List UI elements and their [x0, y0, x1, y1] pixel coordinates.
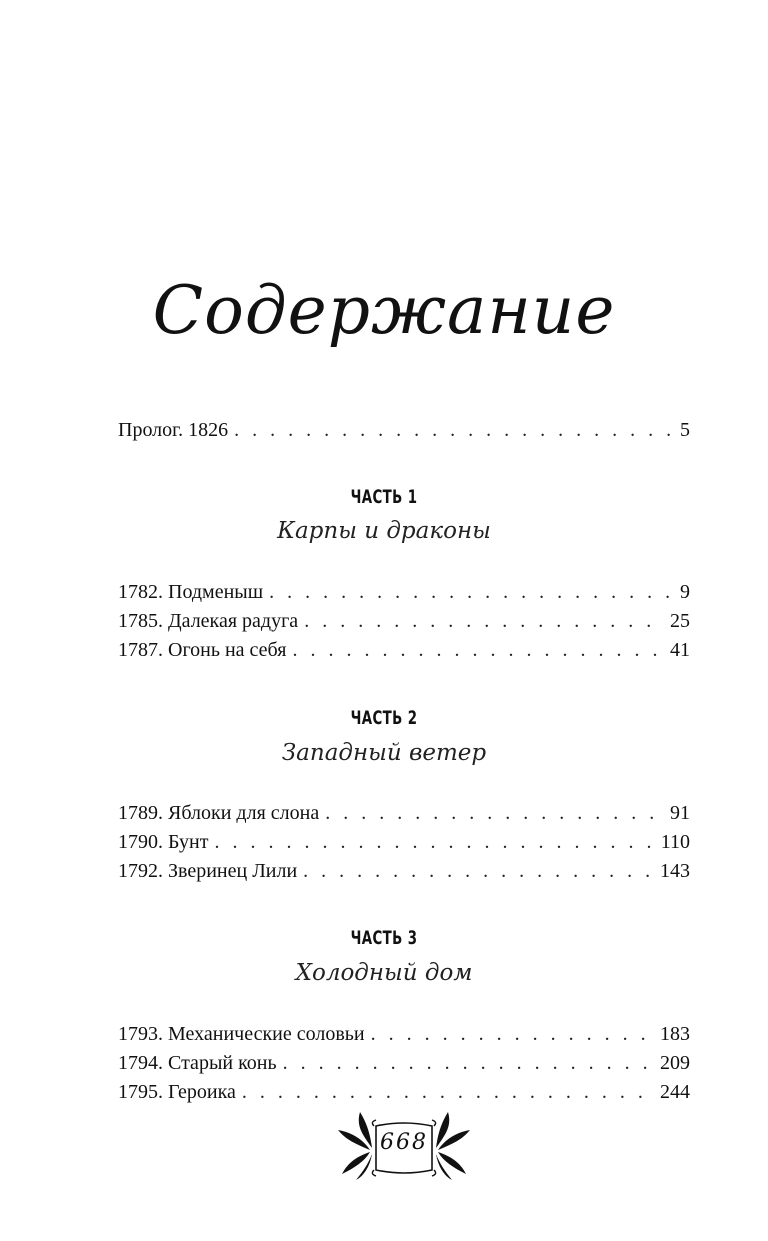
- part-1-heading: ЧАСТЬ 1: [350, 486, 418, 508]
- part-3-subtitle: Холодный дом: [295, 960, 473, 986]
- toc-entry: [118, 859, 690, 883]
- toc-entry: [118, 1080, 690, 1104]
- toc-entry-page: 25: [670, 610, 690, 632]
- dot-leader: [325, 801, 664, 825]
- dot-leader: [234, 418, 674, 442]
- toc-entry-prologue: [118, 418, 690, 442]
- toc-entry-label: 1782. Подменыш: [118, 581, 264, 603]
- toc-entry-label: 1785. Далекая радуга: [118, 610, 299, 632]
- page-number: 668: [380, 1130, 428, 1155]
- toc-entry-page: 41: [670, 639, 690, 661]
- toc-entry-label: 1790. Бунт: [118, 831, 209, 853]
- toc-entry: [118, 1022, 690, 1046]
- part-2-heading: ЧАСТЬ 2: [350, 707, 418, 729]
- toc-entry-label: 1789. Яблоки для слона: [118, 802, 320, 824]
- page-number-ornament: [334, 1104, 474, 1184]
- toc-entry-page: 244: [660, 1081, 690, 1103]
- part-1-subtitle: Карпы и драконы: [277, 518, 491, 544]
- dot-leader: [269, 580, 674, 604]
- toc-entry: [118, 830, 690, 854]
- dot-leader: [242, 1080, 654, 1104]
- dot-leader: [371, 1022, 654, 1046]
- dot-leader: [304, 609, 664, 633]
- toc-entry-label: 1794. Старый конь: [118, 1052, 277, 1074]
- toc-entry-label: 1793. Механические соловьи: [118, 1023, 365, 1045]
- dot-leader: [303, 859, 654, 883]
- toc-entry-page: 143: [660, 860, 690, 882]
- dot-leader: [214, 830, 654, 854]
- part-3-heading: ЧАСТЬ 3: [350, 927, 418, 949]
- toc-entry-page: 91: [670, 802, 690, 824]
- toc-entry-page: 209: [660, 1052, 690, 1074]
- toc-entry-page: 110: [660, 831, 690, 853]
- page-title: Содержание: [152, 272, 616, 349]
- toc-entry: [118, 801, 690, 825]
- toc-entry: [118, 580, 690, 604]
- toc-entry: [118, 1051, 690, 1075]
- toc-entry-label: 1792. Зверинец Лили: [118, 860, 298, 882]
- toc-entry: [118, 609, 690, 633]
- toc-entry-page: 9: [680, 581, 690, 603]
- part-2-subtitle: Западный ветер: [281, 740, 487, 766]
- toc-entry-page: 5: [680, 419, 690, 441]
- dot-leader: [292, 638, 664, 662]
- toc-entry: [118, 638, 690, 662]
- toc-entry-label: 1795. Героика: [118, 1081, 236, 1103]
- toc-entry-page: 183: [660, 1023, 690, 1045]
- dot-leader: [283, 1051, 654, 1075]
- toc-entry-label: 1787. Огонь на себя: [118, 639, 287, 661]
- toc-entry-label: Пролог. 1826: [118, 419, 229, 441]
